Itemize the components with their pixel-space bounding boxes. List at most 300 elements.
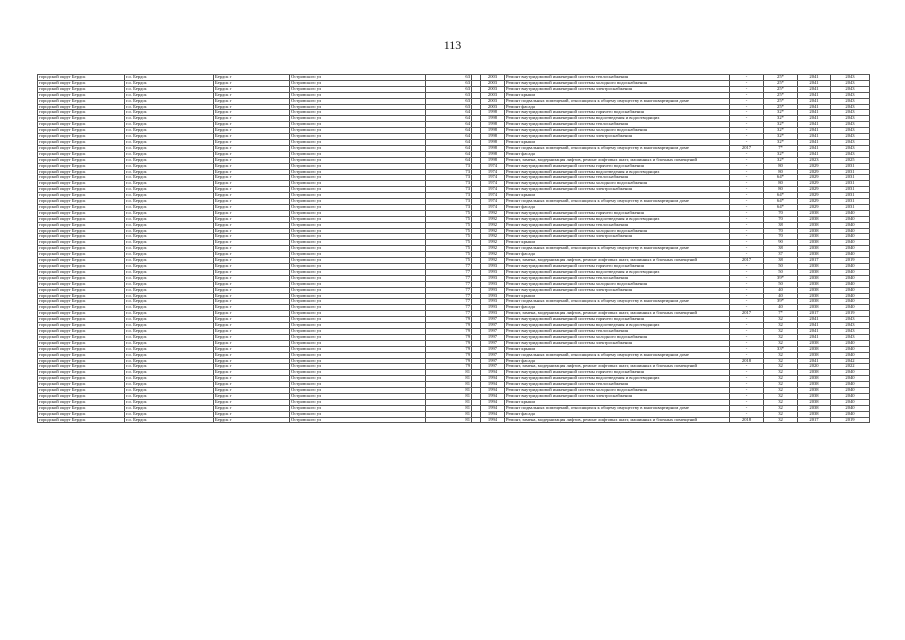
year-built-cell: 1993 bbox=[481, 311, 505, 317]
plan-start-cell: 2038 bbox=[798, 299, 831, 305]
year-built-cell: 1994 bbox=[481, 417, 505, 423]
house-cell: 79 bbox=[426, 328, 472, 334]
work-type-cell: Ремонт внутридомовой инженерной системы теплоснабжения bbox=[505, 122, 730, 128]
street-cell: Островского ул bbox=[290, 216, 426, 222]
plan-start-cell: 2038 bbox=[798, 281, 831, 287]
wear-cell: 70 bbox=[764, 228, 798, 234]
settlement-cell: г.о. Бердск bbox=[125, 293, 214, 299]
work-type-cell: Ремонт внутридомовой инженерной системы электроснабжения bbox=[505, 134, 730, 140]
wear-cell: 38 bbox=[764, 246, 798, 252]
city-cell: Бердск г bbox=[214, 116, 290, 122]
settlement-cell: г.о. Бердск bbox=[125, 240, 214, 246]
work-type-cell: Ремонт внутридомовой инженерной системы электроснабжения bbox=[505, 393, 730, 399]
year-built-cell: 1974 bbox=[481, 199, 505, 205]
plan-end-cell: 2043 bbox=[831, 98, 870, 104]
settlement-cell: г.о. Бердск bbox=[125, 128, 214, 134]
city-cell: Бердск г bbox=[214, 122, 290, 128]
municipality-cell: городской округ Бердск bbox=[38, 264, 125, 270]
settlement-cell: г.о. Бердск bbox=[125, 246, 214, 252]
street-cell: Островского ул bbox=[290, 399, 426, 405]
street-cell: Островского ул bbox=[290, 193, 426, 199]
municipality-cell: городской округ Бердск bbox=[38, 376, 125, 382]
last-repair-cell: - bbox=[730, 388, 764, 394]
plan-end-cell: 2042 bbox=[831, 358, 870, 364]
wear-cell: 39* bbox=[764, 275, 798, 281]
city-cell: Бердск г bbox=[214, 92, 290, 98]
last-repair-cell: 2017 bbox=[730, 258, 764, 264]
city-cell: Бердск г bbox=[214, 299, 290, 305]
plan-end-cell: 2043 bbox=[831, 323, 870, 329]
settlement-cell: г.о. Бердск bbox=[125, 98, 214, 104]
city-cell: Бердск г bbox=[214, 80, 290, 86]
municipality-cell: городской округ Бердск bbox=[38, 340, 125, 346]
plan-end-cell: 2040 bbox=[831, 405, 870, 411]
house-cell: 75 bbox=[426, 216, 472, 222]
repair-schedule-table bbox=[37, 74, 870, 423]
year-built-cell: 1992 bbox=[481, 216, 505, 222]
house-cell: 77 bbox=[426, 269, 472, 275]
settlement-cell: г.о. Бердск bbox=[125, 352, 214, 358]
wear-cell: 32 bbox=[764, 370, 798, 376]
year-built-cell: 1993 bbox=[481, 299, 505, 305]
street-cell: Островского ул bbox=[290, 169, 426, 175]
municipality-cell: городской округ Бердск bbox=[38, 145, 125, 151]
work-type-cell: Ремонт внутридомовой инженерной системы водоотведения и водоотводящих bbox=[505, 169, 730, 175]
house-cell: 81 bbox=[426, 376, 472, 382]
work-type-cell: Ремонт внутридомовой инженерной системы электроснабжения bbox=[505, 86, 730, 92]
plan-start-cell: 2038 bbox=[798, 234, 831, 240]
plan-end-cell: 2043 bbox=[831, 145, 870, 151]
plan-start-cell: 2041 bbox=[798, 122, 831, 128]
work-type-cell: Ремонт внутридомовой инженерной системы горячего водоснабжения bbox=[505, 110, 730, 116]
work-type-cell: Ремонт внутридомовой инженерной системы горячего водоснабжения bbox=[505, 264, 730, 270]
city-cell: Бердск г bbox=[214, 334, 290, 340]
plan-end-cell: 2043 bbox=[831, 104, 870, 110]
house-cell: 73 bbox=[426, 204, 472, 210]
work-type-cell: Ремонт фасада bbox=[505, 151, 730, 157]
year-built-cell: 1997 bbox=[481, 352, 505, 358]
year-built-cell: 2003 bbox=[481, 92, 505, 98]
last-repair-cell: - bbox=[730, 264, 764, 270]
plan-start-cell: 2038 bbox=[798, 264, 831, 270]
letter-cell bbox=[472, 417, 481, 423]
last-repair-cell: - bbox=[730, 346, 764, 352]
municipality-cell: городской округ Бердск bbox=[38, 216, 125, 222]
settlement-cell: г.о. Бердск bbox=[125, 169, 214, 175]
year-built-cell: 1998 bbox=[481, 139, 505, 145]
house-cell: 75 bbox=[426, 240, 472, 246]
year-built-cell: 1997 bbox=[481, 328, 505, 334]
wear-cell: 25* bbox=[764, 75, 798, 81]
last-repair-cell: - bbox=[730, 216, 764, 222]
street-cell: Островского ул bbox=[290, 240, 426, 246]
wear-cell: 90 bbox=[764, 240, 798, 246]
street-cell: Островского ул bbox=[290, 122, 426, 128]
plan-start-cell: 2029 bbox=[798, 175, 831, 181]
municipality-cell: городской округ Бердск bbox=[38, 199, 125, 205]
year-built-cell: 1992 bbox=[481, 246, 505, 252]
last-repair-cell: - bbox=[730, 157, 764, 163]
street-cell: Островского ул bbox=[290, 264, 426, 270]
year-built-cell: 1992 bbox=[481, 234, 505, 240]
plan-end-cell: 2043 bbox=[831, 75, 870, 81]
street-cell: Островского ул bbox=[290, 98, 426, 104]
municipality-cell: городской округ Бердск bbox=[38, 393, 125, 399]
last-repair-cell: - bbox=[730, 110, 764, 116]
municipality-cell: городской округ Бердск bbox=[38, 417, 125, 423]
settlement-cell: г.о. Бердск bbox=[125, 340, 214, 346]
last-repair-cell: - bbox=[730, 139, 764, 145]
last-repair-cell: - bbox=[730, 352, 764, 358]
last-repair-cell: - bbox=[730, 323, 764, 329]
wear-cell: 64* bbox=[764, 193, 798, 199]
work-type-cell: Ремонт крыши bbox=[505, 193, 730, 199]
house-cell: 64 bbox=[426, 110, 472, 116]
wear-cell: 25* bbox=[764, 80, 798, 86]
city-cell: Бердск г bbox=[214, 216, 290, 222]
city-cell: Бердск г bbox=[214, 340, 290, 346]
city-cell: Бердск г bbox=[214, 305, 290, 311]
street-cell: Островского ул bbox=[290, 145, 426, 151]
house-cell: 73 bbox=[426, 163, 472, 169]
settlement-cell: г.о. Бердск bbox=[125, 370, 214, 376]
last-repair-cell: - bbox=[730, 86, 764, 92]
house-cell: 81 bbox=[426, 393, 472, 399]
last-repair-cell: - bbox=[730, 281, 764, 287]
house-cell: 73 bbox=[426, 175, 472, 181]
last-repair-cell: - bbox=[730, 275, 764, 281]
street-cell: Островского ул bbox=[290, 151, 426, 157]
city-cell: Бердск г bbox=[214, 376, 290, 382]
year-built-cell: 1994 bbox=[481, 388, 505, 394]
wear-cell: 32 bbox=[764, 376, 798, 382]
wear-cell: 32* bbox=[764, 110, 798, 116]
settlement-cell: г.о. Бердск bbox=[125, 258, 214, 264]
plan-start-cell: 2038 bbox=[798, 376, 831, 382]
plan-start-cell: 2038 bbox=[798, 287, 831, 293]
last-repair-cell: 2018 bbox=[730, 358, 764, 364]
city-cell: Бердск г bbox=[214, 264, 290, 270]
plan-start-cell: 2041 bbox=[798, 75, 831, 81]
wear-cell: 64* bbox=[764, 204, 798, 210]
plan-start-cell: 2038 bbox=[798, 370, 831, 376]
house-cell: 63 bbox=[426, 92, 472, 98]
settlement-cell: г.о. Бердск bbox=[125, 181, 214, 187]
work-type-cell: Ремонт фасада bbox=[505, 305, 730, 311]
plan-start-cell: 2041 bbox=[798, 328, 831, 334]
plan-end-cell: 2040 bbox=[831, 305, 870, 311]
municipality-cell: городской округ Бердск bbox=[38, 293, 125, 299]
last-repair-cell: - bbox=[730, 370, 764, 376]
settlement-cell: г.о. Бердск bbox=[125, 122, 214, 128]
settlement-cell: г.о. Бердск bbox=[125, 399, 214, 405]
street-cell: Островского ул bbox=[290, 228, 426, 234]
plan-end-cell: 2040 bbox=[831, 346, 870, 352]
city-cell: Бердск г bbox=[214, 358, 290, 364]
plan-end-cell: 2043 bbox=[831, 128, 870, 134]
year-built-cell: 1997 bbox=[481, 340, 505, 346]
street-cell: Островского ул bbox=[290, 328, 426, 334]
municipality-cell: городской округ Бердск bbox=[38, 240, 125, 246]
city-cell: Бердск г bbox=[214, 75, 290, 81]
work-type-cell: Ремонт внутридомовой инженерной системы теплоснабжения bbox=[505, 275, 730, 281]
city-cell: Бердск г bbox=[214, 157, 290, 163]
house-cell: 79 bbox=[426, 334, 472, 340]
city-cell: Бердск г bbox=[214, 388, 290, 394]
work-type-cell: Ремонт внутридомовой инженерной системы электроснабжения bbox=[505, 234, 730, 240]
settlement-cell: г.о. Бердск bbox=[125, 199, 214, 205]
plan-end-cell: 2040 bbox=[831, 216, 870, 222]
work-type-cell: Ремонт внутридомовой инженерной системы теплоснабжения bbox=[505, 175, 730, 181]
city-cell: Бердск г bbox=[214, 128, 290, 134]
wear-cell: 32 bbox=[764, 364, 798, 370]
settlement-cell: г.о. Бердск bbox=[125, 86, 214, 92]
year-built-cell: 1998 bbox=[481, 157, 505, 163]
street-cell: Островского ул bbox=[290, 287, 426, 293]
municipality-cell: городской округ Бердск bbox=[38, 187, 125, 193]
plan-start-cell: 2020 bbox=[798, 364, 831, 370]
house-cell: 81 bbox=[426, 382, 472, 388]
house-cell: 81 bbox=[426, 405, 472, 411]
house-cell: 75 bbox=[426, 210, 472, 216]
last-repair-cell: - bbox=[730, 134, 764, 140]
municipality-cell: городской округ Бердск bbox=[38, 116, 125, 122]
house-cell: 63 bbox=[426, 75, 472, 81]
street-cell: Островского ул bbox=[290, 181, 426, 187]
work-type-cell: Ремонт внутридомовой инженерной системы теплоснабжения bbox=[505, 382, 730, 388]
year-built-cell: 1974 bbox=[481, 204, 505, 210]
house-cell: 63 bbox=[426, 80, 472, 86]
plan-end-cell: 2040 bbox=[831, 269, 870, 275]
street-cell: Островского ул bbox=[290, 370, 426, 376]
plan-end-cell: 2022 bbox=[831, 364, 870, 370]
plan-end-cell: 2019 bbox=[831, 311, 870, 317]
last-repair-cell: - bbox=[730, 80, 764, 86]
last-repair-cell: - bbox=[730, 287, 764, 293]
plan-start-cell: 2029 bbox=[798, 204, 831, 210]
year-built-cell: 1994 bbox=[481, 376, 505, 382]
work-type-cell: Ремонт внутридомовой инженерной системы горячего водоснабжения bbox=[505, 317, 730, 323]
wear-cell: 32 bbox=[764, 417, 798, 423]
plan-end-cell: 2040 bbox=[831, 293, 870, 299]
city-cell: Бердск г bbox=[214, 204, 290, 210]
settlement-cell: г.о. Бердск bbox=[125, 163, 214, 169]
municipality-cell: городской округ Бердск bbox=[38, 80, 125, 86]
year-built-cell: 1993 bbox=[481, 293, 505, 299]
settlement-cell: г.о. Бердск bbox=[125, 281, 214, 287]
last-repair-cell: - bbox=[730, 334, 764, 340]
municipality-cell: городской округ Бердск bbox=[38, 169, 125, 175]
last-repair-cell: - bbox=[730, 92, 764, 98]
plan-end-cell: 2040 bbox=[831, 399, 870, 405]
street-cell: Островского ул bbox=[290, 104, 426, 110]
municipality-cell: городской округ Бердск bbox=[38, 128, 125, 134]
house-cell: 75 bbox=[426, 228, 472, 234]
work-type-cell: Ремонт крыши bbox=[505, 399, 730, 405]
city-cell: Бердск г bbox=[214, 346, 290, 352]
city-cell: Бердск г bbox=[214, 352, 290, 358]
plan-end-cell: 2043 bbox=[831, 134, 870, 140]
settlement-cell: г.о. Бердск bbox=[125, 328, 214, 334]
table-row bbox=[38, 417, 870, 423]
municipality-cell: городской округ Бердск bbox=[38, 210, 125, 216]
plan-end-cell: 2043 bbox=[831, 116, 870, 122]
municipality-cell: городской округ Бердск bbox=[38, 281, 125, 287]
house-cell: 73 bbox=[426, 187, 472, 193]
city-cell: Бердск г bbox=[214, 364, 290, 370]
last-repair-cell: - bbox=[730, 382, 764, 388]
work-type-cell: Ремонт внутридомовой инженерной системы холодного водоснабжения bbox=[505, 281, 730, 287]
work-type-cell: Ремонт, замена, модернизация лифтов, ремонт лифтовых шахт, машинных и блочных помещений bbox=[505, 417, 730, 423]
plan-end-cell: 2019 bbox=[831, 258, 870, 264]
city-cell: Бердск г bbox=[214, 411, 290, 417]
street-cell: Островского ул bbox=[290, 305, 426, 311]
year-built-cell: 1997 bbox=[481, 346, 505, 352]
wear-cell: 32* bbox=[764, 128, 798, 134]
street-cell: Островского ул bbox=[290, 376, 426, 382]
last-repair-cell: - bbox=[730, 305, 764, 311]
year-built-cell: 1993 bbox=[481, 264, 505, 270]
year-built-cell: 1993 bbox=[481, 275, 505, 281]
last-repair-cell: - bbox=[730, 269, 764, 275]
house-cell: 77 bbox=[426, 293, 472, 299]
year-built-cell: 1974 bbox=[481, 187, 505, 193]
plan-start-cell: 2017 bbox=[798, 417, 831, 423]
plan-end-cell: 2031 bbox=[831, 187, 870, 193]
last-repair-cell: - bbox=[730, 151, 764, 157]
work-type-cell: Ремонт фасада bbox=[505, 252, 730, 258]
municipality-cell: городской округ Бердск bbox=[38, 234, 125, 240]
settlement-cell: г.о. Бердск bbox=[125, 228, 214, 234]
wear-cell: 64* bbox=[764, 175, 798, 181]
municipality-cell: городской округ Бердск bbox=[38, 75, 125, 81]
plan-end-cell: 2031 bbox=[831, 181, 870, 187]
street-cell: Островского ул bbox=[290, 393, 426, 399]
city-cell: Бердск г bbox=[214, 151, 290, 157]
municipality-cell: городской округ Бердск bbox=[38, 134, 125, 140]
street-cell: Островского ул bbox=[290, 92, 426, 98]
city-cell: Бердск г bbox=[214, 181, 290, 187]
last-repair-cell: - bbox=[730, 246, 764, 252]
plan-end-cell: 2040 bbox=[831, 376, 870, 382]
plan-end-cell: 2031 bbox=[831, 204, 870, 210]
house-cell: 64 bbox=[426, 122, 472, 128]
city-cell: Бердск г bbox=[214, 163, 290, 169]
settlement-cell: г.о. Бердск bbox=[125, 323, 214, 329]
house-cell: 77 bbox=[426, 275, 472, 281]
city-cell: Бердск г bbox=[214, 252, 290, 258]
house-cell: 73 bbox=[426, 193, 472, 199]
municipality-cell: городской округ Бердск bbox=[38, 305, 125, 311]
plan-end-cell: 2040 bbox=[831, 264, 870, 270]
work-type-cell: Ремонт внутридомовой инженерной системы холодного водоснабжения bbox=[505, 80, 730, 86]
year-built-cell: 1998 bbox=[481, 151, 505, 157]
municipality-cell: городской округ Бердск bbox=[38, 311, 125, 317]
plan-end-cell: 2043 bbox=[831, 151, 870, 157]
house-cell: 79 bbox=[426, 358, 472, 364]
wear-cell: 50 bbox=[764, 281, 798, 287]
wear-cell: 32 bbox=[764, 358, 798, 364]
municipality-cell: городской округ Бердск bbox=[38, 358, 125, 364]
settlement-cell: г.о. Бердск bbox=[125, 252, 214, 258]
house-cell: 63 bbox=[426, 86, 472, 92]
year-built-cell: 2003 bbox=[481, 80, 505, 86]
house-cell: 79 bbox=[426, 346, 472, 352]
last-repair-cell: 2017 bbox=[730, 145, 764, 151]
municipality-cell: городской округ Бердск bbox=[38, 287, 125, 293]
year-built-cell: 1992 bbox=[481, 222, 505, 228]
year-built-cell: 1997 bbox=[481, 323, 505, 329]
street-cell: Островского ул bbox=[290, 417, 426, 423]
last-repair-cell: - bbox=[730, 75, 764, 81]
house-cell: 81 bbox=[426, 411, 472, 417]
wear-cell: 38 bbox=[764, 258, 798, 264]
settlement-cell: г.о. Бердск bbox=[125, 411, 214, 417]
plan-end-cell: 2040 bbox=[831, 411, 870, 417]
city-cell: Бердск г bbox=[214, 187, 290, 193]
work-type-cell: Ремонт внутридомовой инженерной системы водоотведения и водоотводящих bbox=[505, 269, 730, 275]
city-cell: Бердск г bbox=[214, 370, 290, 376]
plan-start-cell: 2029 bbox=[798, 187, 831, 193]
plan-start-cell: 2038 bbox=[798, 210, 831, 216]
last-repair-cell: 2018 bbox=[730, 417, 764, 423]
plan-end-cell: 2040 bbox=[831, 340, 870, 346]
wear-cell: 32 bbox=[764, 340, 798, 346]
year-built-cell: 1992 bbox=[481, 258, 505, 264]
last-repair-cell: - bbox=[730, 175, 764, 181]
plan-start-cell: 2029 bbox=[798, 163, 831, 169]
street-cell: Островского ул bbox=[290, 311, 426, 317]
last-repair-cell: - bbox=[730, 317, 764, 323]
settlement-cell: г.о. Бердск bbox=[125, 216, 214, 222]
city-cell: Бердск г bbox=[214, 393, 290, 399]
house-cell: 75 bbox=[426, 246, 472, 252]
city-cell: Бердск г bbox=[214, 228, 290, 234]
plan-end-cell: 2019 bbox=[831, 417, 870, 423]
year-built-cell: 1994 bbox=[481, 393, 505, 399]
last-repair-cell: - bbox=[730, 405, 764, 411]
city-cell: Бердск г bbox=[214, 98, 290, 104]
year-built-cell: 2003 bbox=[481, 98, 505, 104]
plan-end-cell: 2040 bbox=[831, 393, 870, 399]
street-cell: Островского ул bbox=[290, 210, 426, 216]
municipality-cell: городской округ Бердск bbox=[38, 346, 125, 352]
year-built-cell: 1997 bbox=[481, 358, 505, 364]
house-cell: 73 bbox=[426, 181, 472, 187]
last-repair-cell: - bbox=[730, 411, 764, 417]
street-cell: Островского ул bbox=[290, 134, 426, 140]
year-built-cell: 1974 bbox=[481, 193, 505, 199]
plan-start-cell: 2041 bbox=[798, 128, 831, 134]
municipality-cell: городской округ Бердск bbox=[38, 163, 125, 169]
wear-cell: 32 bbox=[764, 317, 798, 323]
plan-start-cell: 2041 bbox=[798, 86, 831, 92]
wear-cell: 37 bbox=[764, 252, 798, 258]
wear-cell: 32 bbox=[764, 323, 798, 329]
plan-start-cell: 2041 bbox=[798, 323, 831, 329]
municipality-cell: городской округ Бердск bbox=[38, 228, 125, 234]
last-repair-cell: - bbox=[730, 340, 764, 346]
municipality-cell: городской округ Бердск bbox=[38, 323, 125, 329]
plan-start-cell: 2023 bbox=[798, 157, 831, 163]
year-built-cell: 2003 bbox=[481, 86, 505, 92]
last-repair-cell: - bbox=[730, 187, 764, 193]
city-cell: Бердск г bbox=[214, 417, 290, 423]
wear-cell: 32 bbox=[764, 411, 798, 417]
work-type-cell: Ремонт крыши bbox=[505, 139, 730, 145]
plan-end-cell: 2031 bbox=[831, 175, 870, 181]
plan-start-cell: 2038 bbox=[798, 305, 831, 311]
